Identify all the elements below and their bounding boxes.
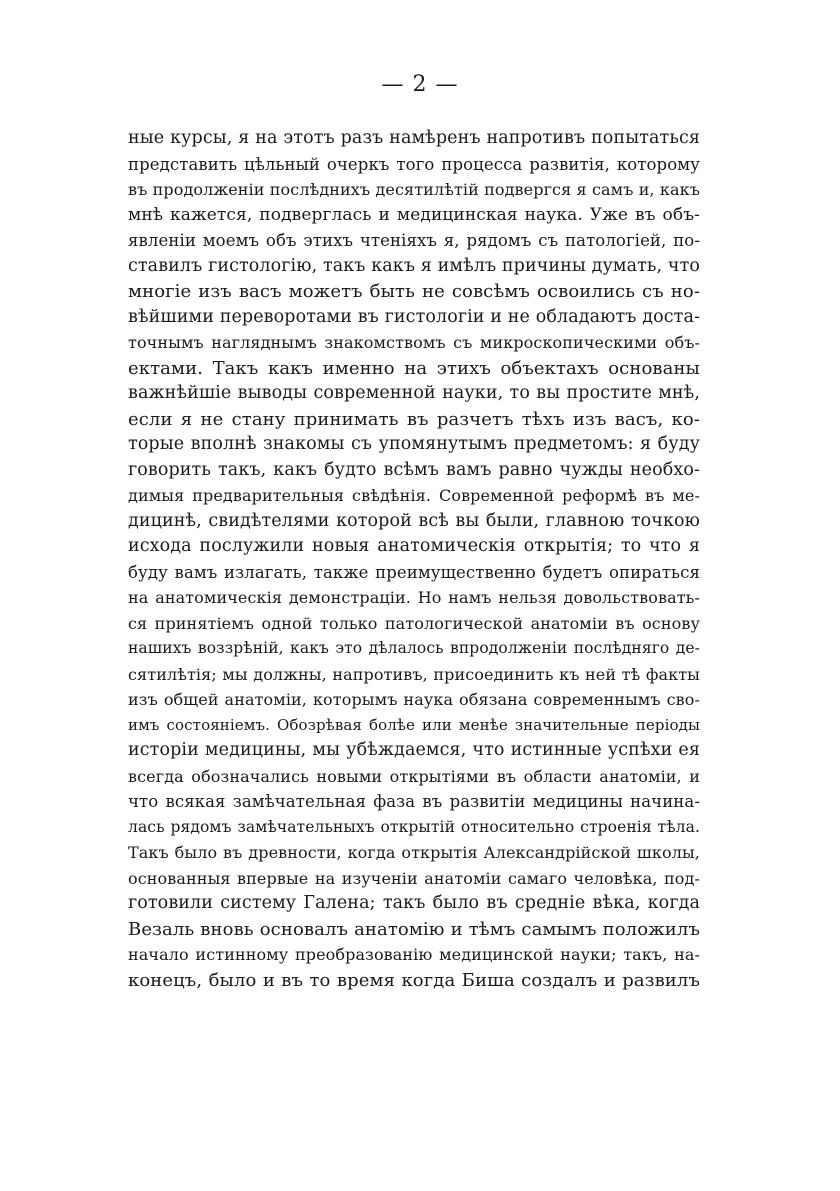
text-line: димыя предварительныя свѣдѣнія. Современной реформѣ въ ме- xyxy=(128,486,700,505)
text-line: ные курсы, я на этотъ разъ намѣренъ напротивъ попытаться xyxy=(128,128,700,148)
text-line: представить цѣльный очеркъ того процесса развитія, которому xyxy=(128,154,700,174)
text-line: имъ состояніемъ. Обозрѣвая болѣе или менѣе значительные періоды xyxy=(128,715,700,734)
text-line: дицинѣ, свидѣтелями которой всѣ вы были, главною точкою xyxy=(128,510,700,531)
text-line: ектами. Такъ какъ именно на этихъ объектахъ основаны xyxy=(128,357,700,379)
text-line: сятилѣтія; мы должны, напротивъ, присоединить къ ней тѣ факты xyxy=(128,664,700,684)
text-line: торые вполнѣ знакомы съ упомянутымъ предметомъ: я буду xyxy=(128,434,700,454)
text-line: буду вамъ излагать, также преимущественно будетъ опираться xyxy=(128,562,700,582)
text-line: конецъ, было и въ то время когда Биша создалъ и развилъ xyxy=(128,969,700,991)
text-line: готовили систему Галена; такъ было въ средніе вѣка, когда xyxy=(128,893,700,913)
text-line: точнымъ нагляднымъ знакомствомъ съ микроскопическими объ- xyxy=(128,333,700,352)
text-line: говорить такъ, какъ будто всѣмъ вамъ равно чужды необхо- xyxy=(128,459,700,480)
text-line: вѣйшими переворотами въ гистологіи и не обладаютъ доста- xyxy=(128,306,700,327)
text-line: изъ общей анатоміи, которымъ наука обязана современнымъ сво- xyxy=(128,690,700,709)
text-line: Такъ было въ древности, когда открытія Александрійской школы, xyxy=(128,843,700,862)
text-line: начало истинному преобразованію медицинской науки; такъ, на- xyxy=(128,945,700,964)
text-line: исторіи медицины, мы убѣждаемся, что истинные успѣхи ея xyxy=(128,740,700,760)
text-line: въ продолженіи послѣднихъ десятилѣтій подвергся я самъ и, какъ xyxy=(128,180,700,199)
text-line: если я не стану принимать въ разчетъ тѣхъ изъ васъ, ко- xyxy=(128,408,700,430)
body-text xyxy=(128,126,700,993)
text-line: ставилъ гистологію, такъ какъ я имѣлъ причины думать, что xyxy=(128,255,700,276)
text-line: явленіи моемъ объ этихъ чтеніяхъ я, рядомъ съ патологіей, по- xyxy=(128,231,700,250)
text-line: важнѣйшіе выводы современной науки, то вы простите мнѣ, xyxy=(128,383,700,403)
text-line: основанныя впервые на изученіи анатоміи самаго человѣка, под- xyxy=(128,868,700,888)
text-line: многіе изъ васъ можетъ быть не совсѣмъ освоились съ но- xyxy=(128,281,700,302)
text-line: исхода послужили новыя анатомическія открытія; то что я xyxy=(128,536,700,556)
text-line: что всякая замѣчательная фаза въ развитіи медицины начина- xyxy=(128,792,700,811)
text-line: лась рядомъ замѣчательныхъ открытій относительно строенія тѣла. xyxy=(128,817,700,836)
page-number: — 2 — xyxy=(381,72,459,97)
text-line: Везаль вновь основалъ анатомію и тѣмъ самымъ положилъ xyxy=(128,918,700,940)
text-line: нашихъ воззрѣній, какъ это дѣлалось впродолженіи послѣдняго де- xyxy=(128,639,700,657)
text-line: ся принятіемъ одной только патологической анатоміи въ основу xyxy=(128,613,700,633)
text-line: всегда обозначались новыми открытіями въ области анатоміи, и xyxy=(128,766,700,786)
text-line: на анатомическія демонстраціи. Но намъ нельзя довольствовать- xyxy=(128,588,700,607)
text-line: мнѣ кажется, подверглась и медицинская наука. Уже въ объ- xyxy=(128,204,700,225)
